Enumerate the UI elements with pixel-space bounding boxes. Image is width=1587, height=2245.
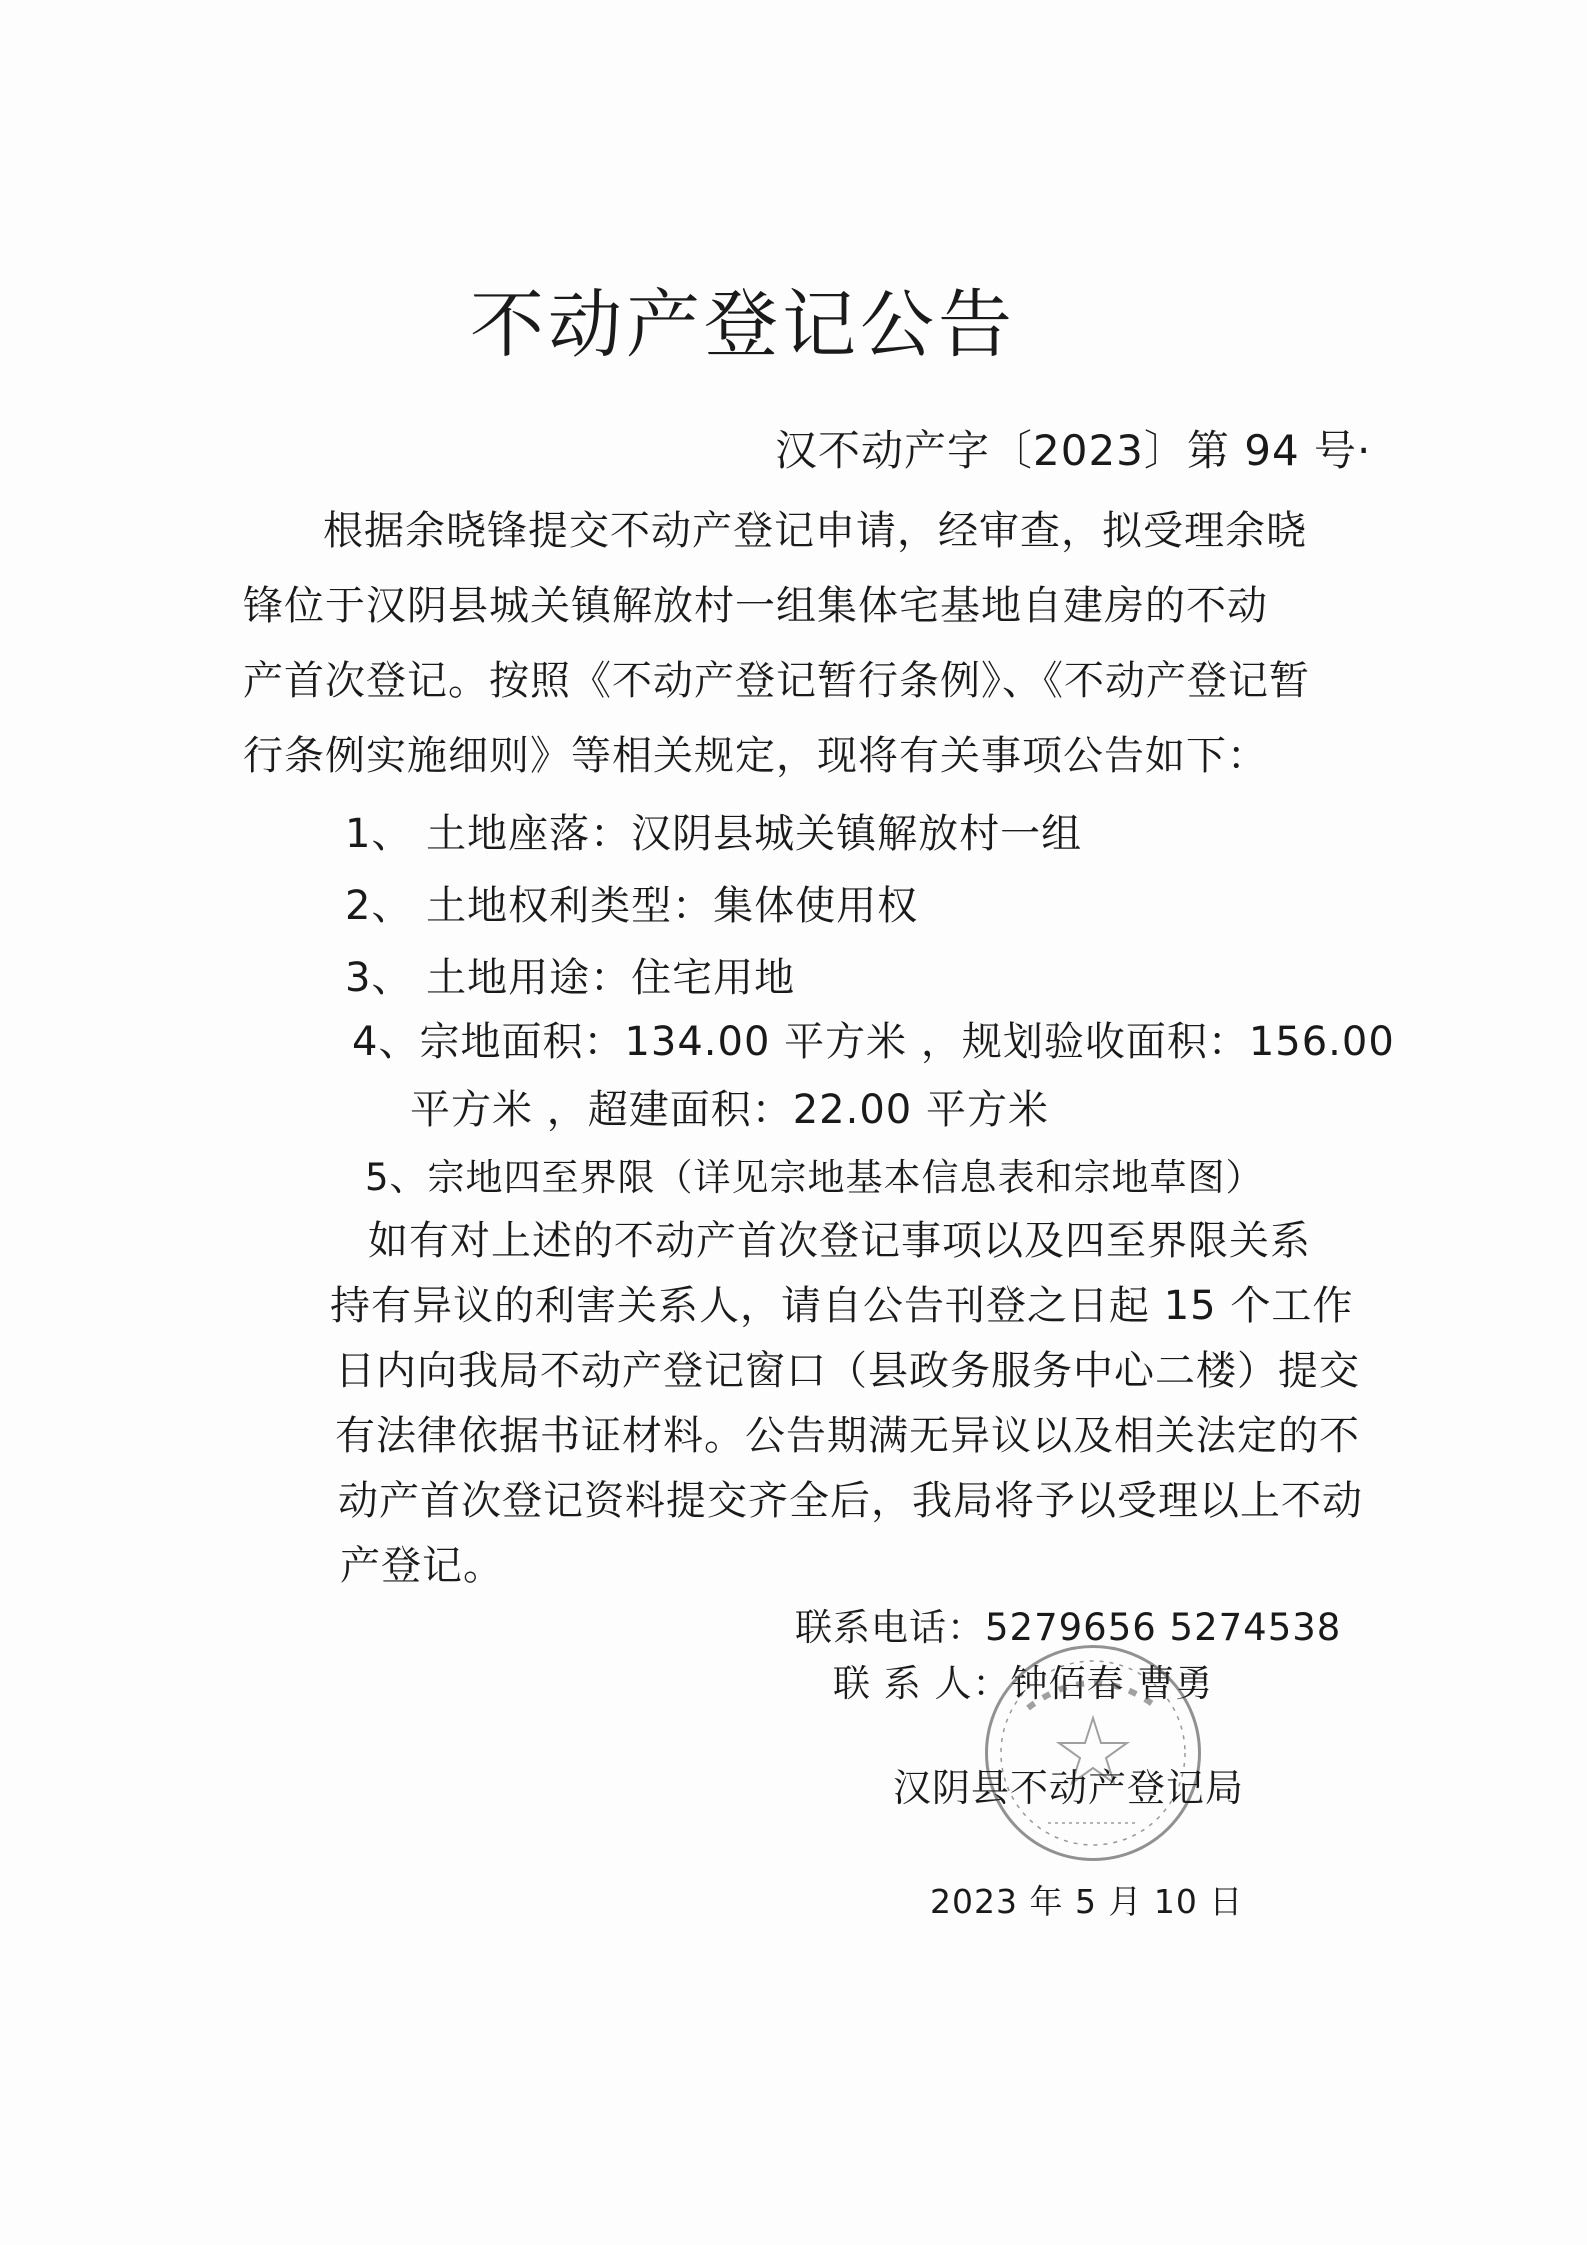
intro-line: 根据余晓锋提交不动产登记申请，经审查，拟受理余晓: [323, 508, 1307, 554]
issue-date: 2023 年 5 月 10 日: [930, 1882, 1244, 1921]
list-item: 3、 土地用途：住宅用地: [345, 955, 796, 1001]
list-item: 2、 土地权利类型：集体使用权: [345, 883, 919, 929]
list-item: 5、宗地四至界限（详见宗地基本信息表和宗地草图）: [365, 1156, 1264, 1199]
intro-line: 产首次登记。按照《不动产登记暂行条例》、《不动产登记暂: [243, 658, 1310, 704]
objection-line: 产登记。: [340, 1543, 504, 1589]
notice-title: 不动产登记公告: [470, 282, 1016, 368]
intro-line: 锋位于汉阴县城关镇解放村一组集体宅基地自建房的不动: [243, 583, 1268, 629]
objection-line: 持有异议的利害关系人，请自公告刊登之日起 15 个工作: [330, 1283, 1354, 1329]
document-number: 汉不动产字〔2023〕第 94 号·: [775, 426, 1372, 475]
list-item: 1、 土地座落：汉阴县城关镇解放村一组: [345, 811, 1083, 857]
objection-line: 有法律依据书证材料。公告期满无异议以及相关法定的不: [335, 1413, 1360, 1459]
list-item: 4、宗地面积：134.00 平方米 ，规划验收面积：156.00: [352, 1019, 1395, 1065]
issuer-name: 汉阴县不动产登记局: [893, 1766, 1245, 1810]
objection-line: 日内向我局不动产登记窗口（县政务服务中心二楼）提交: [335, 1348, 1360, 1394]
intro-line: 行条例实施细则》等相关规定，现将有关事项公告如下：: [243, 733, 1268, 779]
official-seal: [985, 1645, 1201, 1861]
contact-phone: 联系电话：5279656 5274538: [795, 1606, 1342, 1649]
contact-person: 联 系 人：钟佰春 曹勇: [833, 1662, 1214, 1705]
objection-line: 动产首次登记资料提交齐全后，我局将予以受理以上不动: [338, 1478, 1363, 1524]
list-item-continuation: 平方米 ，超建面积：22.00 平方米: [410, 1087, 1049, 1133]
seal-star-icon: [988, 1648, 1198, 1858]
objection-line: 如有对上述的不动产首次登记事项以及四至界限关系: [368, 1218, 1311, 1264]
